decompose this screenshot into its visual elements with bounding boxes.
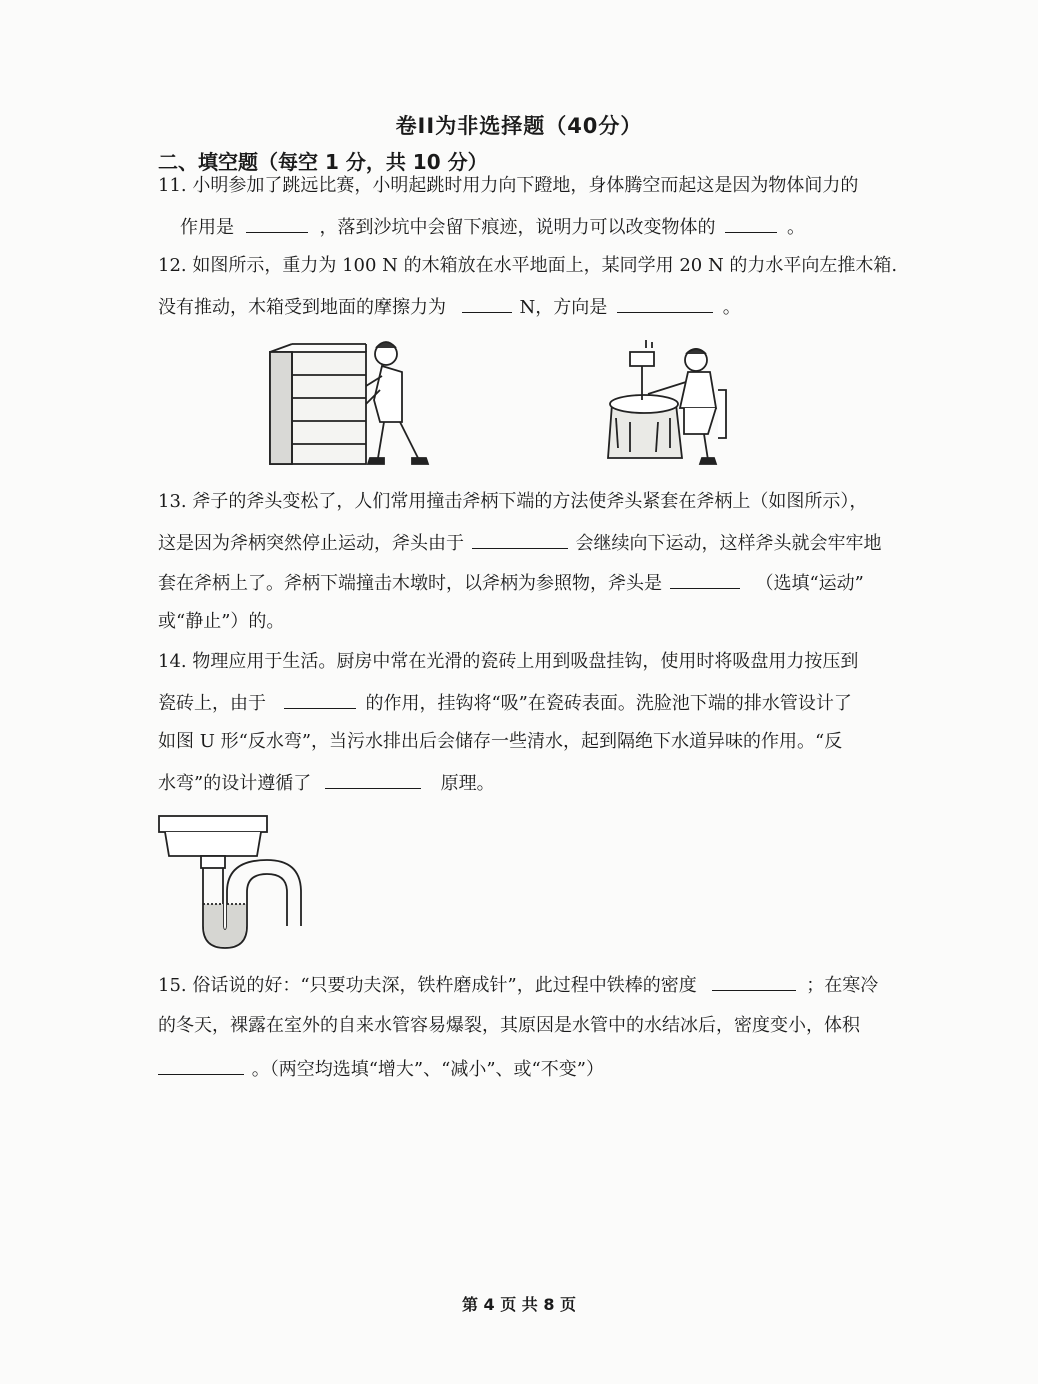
q14-line3: 如图 U 形“反水弯”，当污水排出后会储存一些清水，起到隔绝下水道异味的作用。“反 <box>158 731 843 752</box>
q15-line3 <box>158 1056 604 1082</box>
q12-text-c: 。 <box>722 297 741 318</box>
q15-line1 <box>158 972 878 998</box>
q12-text-a: 没有推动，木箱受到地面的摩擦力为 <box>158 297 446 318</box>
q11-text-b: ，落到沙坑中会留下痕迹，说明力可以改变物体的 <box>319 217 716 238</box>
q14-blank-1[interactable] <box>284 690 356 709</box>
q15-text-b: ；在寒冷 <box>806 975 879 996</box>
q14-line2 <box>158 690 852 716</box>
q12-blank-1[interactable] <box>462 294 512 313</box>
q15-blank-1[interactable] <box>712 972 796 991</box>
axe-stump-figure <box>600 338 740 468</box>
q12-line2 <box>158 294 741 320</box>
page-title: 卷II为非选择题（40分） <box>395 114 643 138</box>
q13-line2 <box>158 530 881 556</box>
q13-blank-1[interactable] <box>472 530 568 549</box>
q14-line4 <box>158 770 495 796</box>
q12-line1: 12. 如图所示，重力为 100 N 的木箱放在水平地面上，某同学用 20 N 的力水平向左推木箱. <box>158 255 898 276</box>
q11-blank-1[interactable] <box>246 214 308 233</box>
q11-text-c: 。 <box>786 217 805 238</box>
q13-blank-2[interactable] <box>670 570 740 589</box>
page-number: 第 4 页 共 8 页 <box>461 1295 577 1314</box>
section-heading: 二、填空题（每空 1 分，共 10 分） <box>158 150 488 174</box>
q13-line4: 或“静止”）的。 <box>158 611 285 632</box>
q14-line1: 14. 物理应用于生活。厨房中常在光滑的瓷砖上用到吸盘挂钩，使用时将吸盘用力按压到 <box>158 651 859 672</box>
q14-text-d: 原理。 <box>440 773 495 794</box>
q14-text-c: 水弯”的设计遵循了 <box>158 773 312 794</box>
q15-text-c: 。（两空均选填“增大”、“减小”、或“不变”） <box>251 1059 604 1080</box>
q11-blank-2[interactable] <box>725 214 777 233</box>
q13-text-a: 这是因为斧柄突然停止运动，斧头由于 <box>158 533 464 554</box>
q13-text-b: 会继续向下运动，这样斧头就会牢牢地 <box>575 533 882 554</box>
q14-text-b: 的作用，挂钩将“吸”在瓷砖表面。洗脸池下端的排水管设计了 <box>365 693 852 714</box>
crate-push-figure <box>262 330 442 475</box>
q12-blank-2[interactable] <box>617 294 713 313</box>
q14-text-a: 瓷砖上，由于 <box>158 693 266 714</box>
q15-line2: 的冬天，裸露在室外的自来水管容易爆裂，其原因是水管中的水结冰后，密度变小，体积 <box>158 1015 860 1036</box>
q15-blank-2[interactable] <box>158 1056 244 1075</box>
q11-line2 <box>180 214 805 240</box>
q13-line1: 13. 斧子的斧头变松了，人们常用撞击斧柄下端的方法使斧头紧套在斧柄上（如图所示）， <box>158 491 868 512</box>
sink-trap-figure <box>155 812 305 954</box>
q13-text-c: 套在斧柄上了。斧柄下端撞击木墩时，以斧柄为参照物，斧头是 <box>158 573 662 594</box>
q11-line1: 11. 小明参加了跳远比赛，小明起跳时用力向下蹬地，身体腾空而起这是因为物体间力的 <box>158 175 859 196</box>
q13-text-d: （选填“运动” <box>755 573 864 594</box>
q12-text-b: N，方向是 <box>519 297 608 318</box>
q13-line3 <box>158 570 864 596</box>
q11-text-a: 作用是 <box>180 217 234 238</box>
q14-blank-2[interactable] <box>325 770 421 789</box>
q15-text-a: 15. 俗话说的好：“只要功夫深，铁杵磨成针”，此过程中铁棒的密度 <box>158 975 697 996</box>
